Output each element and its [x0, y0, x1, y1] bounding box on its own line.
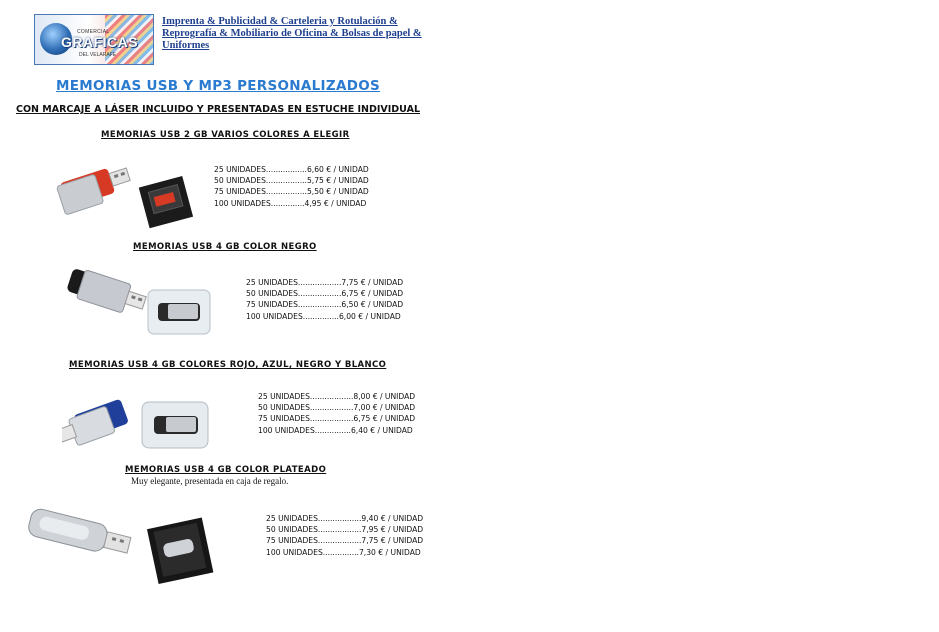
price-row: 50 UNIDADES..................7,00 € / UNIDAD: [258, 403, 416, 413]
usb-4gb-colores-image: [62, 384, 222, 456]
usb-2gb-image: [55, 155, 200, 230]
logo-small-bottom: DEL VELARAFE: [79, 52, 117, 58]
price-row: 75 UNIDADES..................7,75 € / UNIDAD: [266, 536, 424, 546]
company-logo: [34, 14, 154, 65]
price-row: 75 UNIDADES.................5,50 € / UNIDAD: [214, 187, 369, 197]
price-list-usb-4gb-colores: [258, 391, 415, 436]
price-row: 50 UNIDADES..................7,95 € / UNIDAD: [266, 525, 424, 535]
price-row: 25 UNIDADES..................7,75 € / UNIDAD: [246, 278, 404, 287]
price-row: 25 UNIDADES.................6,60 € / UNIDAD: [214, 165, 369, 174]
price-row: 25 UNIDADES..................8,00 € / UNIDAD: [258, 392, 416, 401]
price-row: 100 UNIDADES...............6,40 € / UNIDAD: [258, 425, 413, 435]
price-list-usb-2gb: [214, 164, 369, 209]
price-row: 100 UNIDADES...............6,00 € / UNIDAD: [246, 311, 401, 321]
price-row: 75 UNIDADES..................6,75 € / UNIDAD: [258, 414, 416, 424]
price-list-usb-4gb-negro: [246, 277, 403, 322]
price-row: 100 UNIDADES..............4,95 € / UNIDAD: [214, 198, 367, 208]
logo-small-top: COMERCIAL: [77, 29, 110, 35]
section-title-usb-4gb-colores: MEMORIAS USB 4 GB COLORES ROJO, AZUL, NEGRO Y BLANCO: [69, 360, 387, 370]
page-subtitle: CON MARCAJE A LÁSER INCLUIDO Y PRESENTADAS EN ESTUCHE INDIVIDUAL: [15, 104, 420, 115]
services-list: Imprenta & Publicidad & Carteleria y Rotulación & Reprografía & Mobiliario de Oficina & Bolsas de papel & Uniformes: [162, 16, 422, 51]
usb-4gb-negro-image: [58, 268, 218, 343]
price-row: 50 UNIDADES.................5,75 € / UNIDAD: [214, 176, 369, 186]
price-row: 75 UNIDADES..................6,50 € / UNIDAD: [246, 300, 404, 310]
section-title-usb-4gb-negro: MEMORIAS USB 4 GB COLOR NEGRO: [133, 242, 317, 252]
price-list-usb-4gb-plateado: [266, 513, 423, 558]
section-title-usb-2gb: MEMORIAS USB 2 GB VARIOS COLORES A ELEGIR: [101, 130, 350, 140]
price-row: 25 UNIDADES..................9,40 € / UNIDAD: [266, 514, 424, 523]
product-note: Muy elegante, presentada en caja de regalo.: [131, 476, 289, 486]
usb-4gb-plateado-image: [24, 505, 224, 590]
price-row: 100 UNIDADES...............7,30 € / UNIDAD: [266, 547, 421, 557]
price-row: 50 UNIDADES..................6,75 € / UNIDAD: [246, 289, 404, 299]
logo-brand: GRAFICAS: [61, 34, 139, 50]
page-title: MEMORIAS USB Y MP3 PERSONALIZADOS: [55, 78, 381, 94]
section-title-usb-4gb-plateado: MEMORIAS USB 4 GB COLOR PLATEADO: [125, 465, 327, 475]
